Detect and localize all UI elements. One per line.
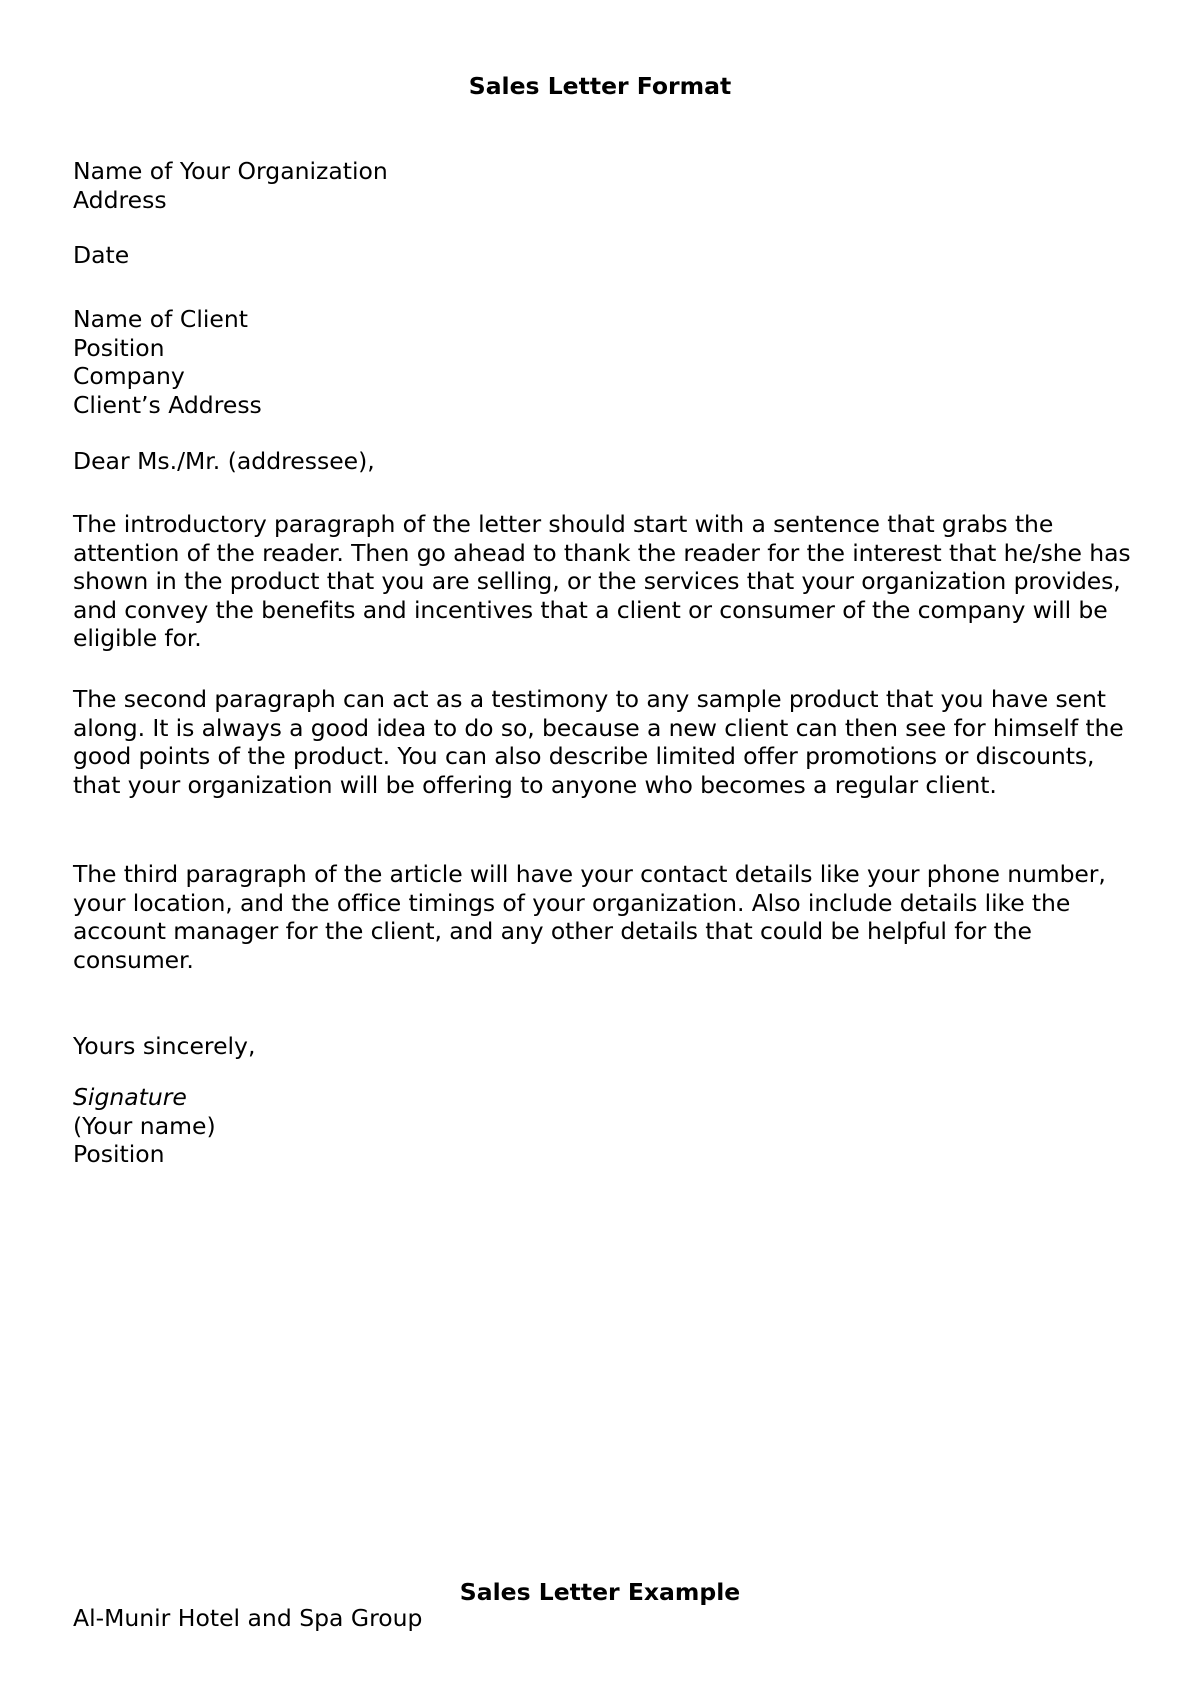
example-organization: Al-Munir Hotel and Spa Group xyxy=(73,1604,423,1632)
recipient-position: Position xyxy=(73,333,165,362)
body-paragraph-3: The third paragraph of the article will have your contact details like your phone number, your location, and the office timings of your organization. Also include details like the account manager for the client, and any other details that could be helpful for the consumer. xyxy=(73,860,1106,974)
recipient-address: Client’s Address xyxy=(73,390,262,419)
salutation-text: Dear Ms./Mr. (addressee), xyxy=(73,447,375,475)
signer-position: Position xyxy=(73,1140,165,1168)
sender-address: Address xyxy=(73,185,167,214)
sender-block xyxy=(73,157,1133,214)
date-text: Date xyxy=(73,241,130,269)
letter-date xyxy=(73,241,1133,270)
signature-block xyxy=(73,1083,1133,1169)
signature: Signature xyxy=(73,1083,187,1111)
format-title: Sales Letter Format xyxy=(468,72,732,100)
body-paragraph-1: The introductory paragraph of the letter should start with a sentence that grabs the attention of the reader. Then go ahead to thank the reader for the interest that he/she has shown in the product that you are selling, or the services that your organization provides, and convey the benefits and incentives that a client or consumer of the company will be eligible for. xyxy=(73,510,1131,652)
example-organization-block xyxy=(73,1604,1133,1633)
body-paragraph-2: The second paragraph can act as a testimony to any sample product that you have sent along. It is always a good idea to do so, because a new client can then see for himself the good points of the product. You can also describe limited offer promotions or discounts, that your organization will be offering to anyone who becomes a regular client. xyxy=(73,685,1124,799)
recipient-block xyxy=(73,305,1133,419)
recipient-name: Name of Client xyxy=(73,305,248,333)
salutation xyxy=(73,447,1133,476)
sender-organization: Name of Your Organization xyxy=(73,157,388,185)
closing-text: Yours sincerely, xyxy=(73,1032,256,1060)
closing xyxy=(73,1032,1133,1061)
example-title: Sales Letter Example xyxy=(459,1578,741,1606)
signer-name: (Your name) xyxy=(73,1111,216,1140)
recipient-company: Company xyxy=(73,362,185,390)
